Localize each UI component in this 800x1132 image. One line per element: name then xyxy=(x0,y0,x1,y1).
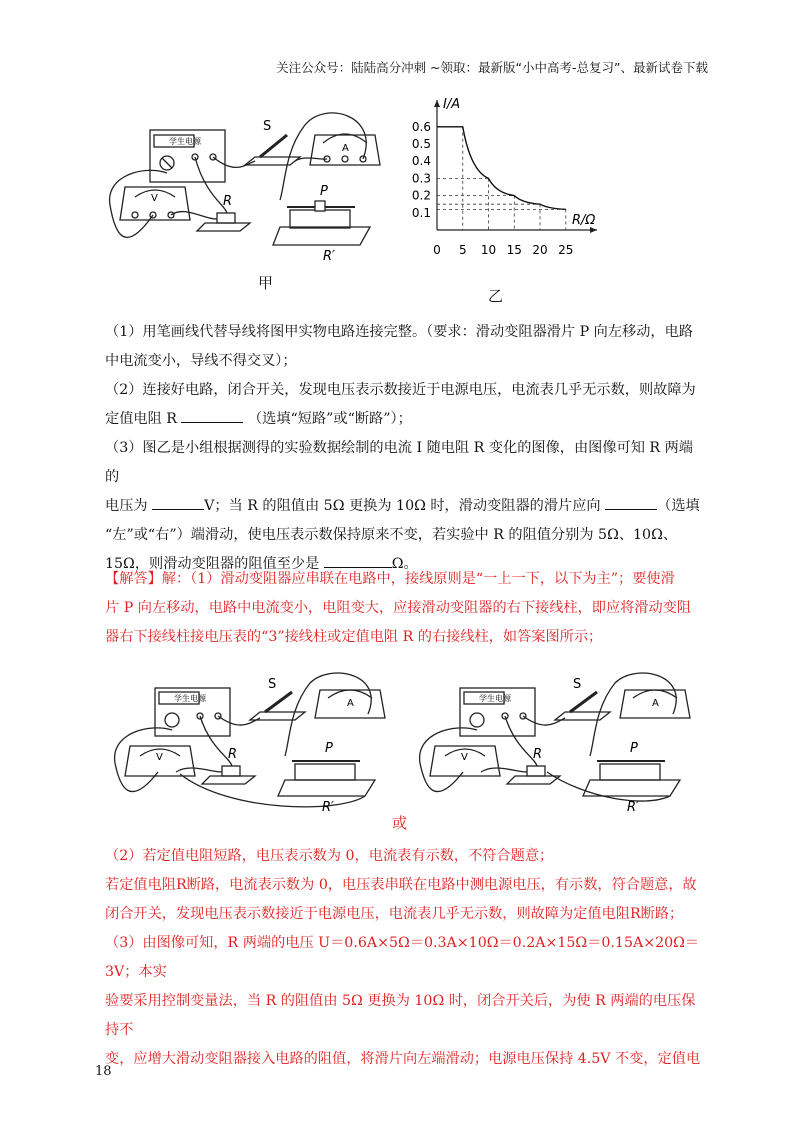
resistor-label: R xyxy=(223,194,233,209)
voltmeter-label-2: V xyxy=(156,752,163,763)
x-tick-label: 15 xyxy=(506,243,522,257)
y-tick-label: 0.1 xyxy=(411,205,431,220)
chart-yi xyxy=(405,90,620,290)
rheostat-label-3: R′ xyxy=(627,800,639,815)
series-line xyxy=(437,127,566,210)
x-tick-label: 20 xyxy=(532,243,548,257)
y-tick-label: 0.2 xyxy=(411,188,431,203)
y-axis-arrow xyxy=(434,100,440,107)
figure-label-yi: 乙 xyxy=(488,287,504,305)
rheostat-label: R′ xyxy=(323,249,335,264)
answer-line-8: 验要采用控制变量法，当 R 的阻值由 5Ω 更换为 10Ω 时，闭合开关后，为使 R 两端的电压保持不 xyxy=(105,993,696,1038)
q3-line-1: （3）图乙是小组根据测得的实验数据绘制的电流 I 随电阻 R 变化的图像，由图像可知 R 两端的 xyxy=(105,440,693,485)
y-axis-label: I/A xyxy=(443,97,461,112)
q3-line-3: “左”或“右”）端滑动，使电压表示数保持原来不变，若实验中 R 的阻值分别为 5Ω、10Ω、 xyxy=(105,527,678,543)
resistor-label-2: R xyxy=(228,747,238,762)
switch-label: S xyxy=(263,119,272,134)
answer-line-7: （3）由图像可知，R 两端的电压 U＝0.6A×5Ω＝0.3A×10Ω＝0.2A×15Ω＝0.15A×20Ω＝3V；本实 xyxy=(105,935,700,980)
circuit-figure-jia xyxy=(105,95,395,270)
answer-line-6: 闭合开关，发现电压表示数接近于电源电压，电流表几乎无示数，则故障为定值电阻R断路； xyxy=(105,906,684,922)
y-tick-label: 0.5 xyxy=(411,137,431,151)
q2-line-2 xyxy=(105,405,705,434)
answer-line-4: （2）若定值电阻短路，电压表示数为 0，电流表有示数，不符合题意； xyxy=(105,848,554,864)
switch-label-3: S xyxy=(573,677,582,692)
ammeter-label-2: A xyxy=(347,698,354,709)
q1-line-2: 中电流变小，导线不得交叉）； xyxy=(105,353,297,369)
x-tick-label: 0 xyxy=(433,243,441,257)
q2-text-b: （选填“短路”或“断路”）； xyxy=(247,411,412,427)
answer-line-2: 片 P 向左移动，电路中电流变小，电阻变大，应接滑动变阻器的右下接线柱，即应将滑动变阻 xyxy=(105,600,692,616)
page-header: 关注公众号：陆陆高分冲刺 ~领取：最新版“小中高考-总复习”、最新试卷下载 xyxy=(276,60,708,75)
voltmeter-label-3: V xyxy=(461,752,468,763)
rheostat-label-2: R′ xyxy=(322,800,334,815)
figure-label-jia: 甲 xyxy=(258,274,274,292)
x-tick-label: 25 xyxy=(558,243,574,257)
q3-text-e: Ω。 xyxy=(391,556,418,572)
x-tick-label: 5 xyxy=(458,243,467,257)
answer-line-1 xyxy=(105,565,705,594)
q2-line-1: （2）连接好电路，闭合开关，发现电压表示数接近于电源电压，电流表几乎无示数，则故障为 xyxy=(105,382,696,398)
q3-text-a: 电压为 xyxy=(105,498,148,514)
answer-line-5: 若定值电阻R断路，电流表示数为 0，电压表串联在电路中测电源电压，有示数，符合题意，故 xyxy=(105,877,697,893)
q1-line-1: （1）用笔画线代替导线将图甲实物电路连接完整。（要求：滑动变阻器滑片 P 向左移动，电路 xyxy=(105,324,693,340)
q2-text-a: 定值电阻 R xyxy=(105,411,177,427)
q3-text-d: 15Ω，则滑动变阻器的阻值至少是 xyxy=(105,556,320,572)
x-axis-label: R/Ω xyxy=(572,213,596,228)
answer-block-2 xyxy=(105,842,705,1074)
q3-line-2 xyxy=(105,492,705,521)
switch-label-2: S xyxy=(268,677,277,692)
answer-blank-3[interactable] xyxy=(605,494,657,510)
q3-text-c: （选填 xyxy=(657,498,700,514)
voltmeter-label: V xyxy=(151,193,158,204)
answer-line-3: 器右下接线柱接电压表的“3”接线柱或定值电阻 R 的右接线柱，如答案图所示； xyxy=(105,629,603,645)
answer-block-1 xyxy=(105,565,705,652)
answer-tag: 【解答】 xyxy=(105,571,162,587)
resistor-label-3: R xyxy=(533,747,543,762)
slider-label-3: P xyxy=(630,741,638,756)
y-tick-label: 0.6 xyxy=(411,119,431,134)
answer-blank-1[interactable] xyxy=(181,407,243,423)
ammeter-label: A xyxy=(342,143,349,154)
q3-text-b: V；当 R 的阻值由 5Ω 更换为 10Ω 时，滑动变阻器的滑片应向 xyxy=(204,498,601,514)
supply-label-2: 学生电源 xyxy=(174,694,206,703)
ammeter-label-3: A xyxy=(652,698,659,709)
x-tick-label: 10 xyxy=(480,243,497,257)
answer-line-9: 变，应增大滑动变阻器接入电路的阻值，将滑片向左端滑动；电源电压保持 4.5V 不变，定值电 xyxy=(105,1051,701,1067)
page-number: 18 xyxy=(95,1064,112,1079)
answer-a1-a: 解：（1）滑动变阻器应串联在电路中，接线原则是“一上一下，以下为主”；要使滑 xyxy=(161,571,675,587)
answer-circuit-right xyxy=(415,668,705,818)
supply-label: 学生电源 xyxy=(169,137,201,146)
y-tick-label: 0.3 xyxy=(411,171,431,186)
slider-label: P xyxy=(320,184,328,199)
supply-label-3: 学生电源 xyxy=(479,694,511,703)
y-tick-label: 0.4 xyxy=(411,154,431,169)
question-block xyxy=(105,318,705,579)
answer-circuit-left xyxy=(110,668,400,818)
answer-blank-2[interactable] xyxy=(152,494,204,510)
slider-label-2: P xyxy=(325,741,333,756)
or-label: 或 xyxy=(392,814,408,832)
